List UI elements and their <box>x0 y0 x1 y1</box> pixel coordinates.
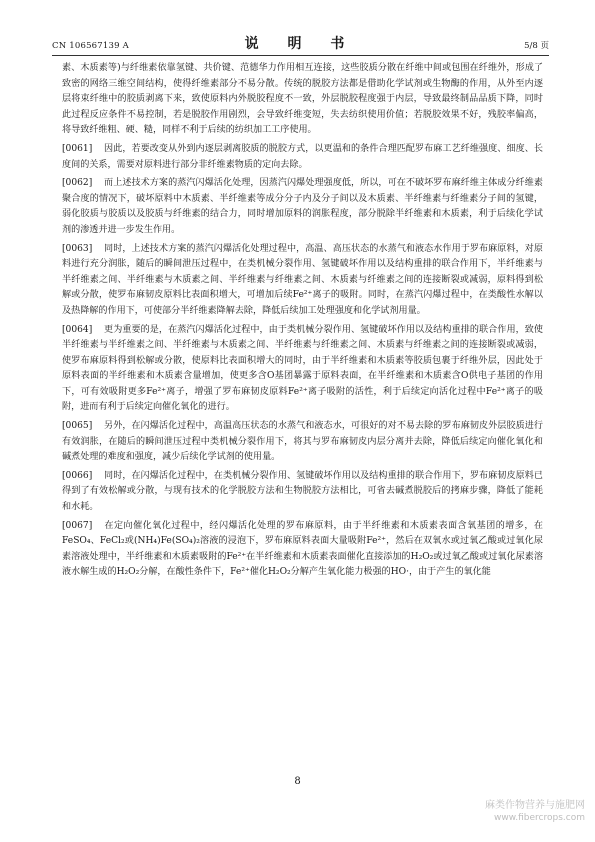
paragraph-0065 <box>62 419 543 466</box>
page-number: 8 <box>294 776 301 787</box>
patent-number: CN 106567139 A <box>52 41 129 51</box>
paragraph-tag: [0061] <box>62 143 93 154</box>
paragraph-text: 因此，若要改变从外到内逐层剥离胶质的脱胶方式，以更温和的条件合理匹配罗布麻工艺纤维强度、细度、长度间的关系，需要对原料进行部分非纤维素物质的定向去除。 <box>62 143 543 170</box>
paragraph-0062 <box>62 176 543 238</box>
paragraph-continued <box>62 61 543 139</box>
paragraph-0061 <box>62 142 543 173</box>
paragraph-tag: [0062] <box>62 178 93 189</box>
paragraph-tag: [0064] <box>62 324 93 335</box>
document-title: 说 明 书 <box>244 36 357 52</box>
paragraph-text: 素、木质素等)与纤维素依靠氢键、共价键、范德华力作用相互连接，这些胶质分散在纤维中间或包围在纤维外，形成了致密的网络三维空间结构，使得纤维素部分不易分散。传统的脱胶方法都是借助化学试剂或生物酶的作用，从外至内逐层将束纤维中的胶质剥离下来，致使原料内外脱胶程度不一致，外层脱胶程度强于内层，导致最终制品品质下降，同时此过程反应条件不易控制，若是脱胶作用剧烈，会导致纤维变短，失去纺织使用价值；若脱胶效果不好，残胶率偏高，将导致纤维粗、硬、糙，同样不利于后续的纺织加工工序使用。 <box>62 63 543 136</box>
watermark-url: www.fibercrops.com <box>494 813 585 823</box>
paragraph-0063 <box>62 242 543 320</box>
watermark <box>485 800 585 824</box>
paragraph-tag: [0066] <box>62 470 93 481</box>
paragraph-text: 而上述技术方案的蒸汽闪爆活化处理，因蒸汽闪爆处理强度低，所以，可在不破坏罗布麻纤维主体成分纤维素聚合度的情况下，破坏原料中木质素、半纤维素等成分分子内及分子间以及木质素、半纤维素与纤维素分子间的氢键，弱化胶质与胶质以及胶质与纤维素的结合力，同时增加原料的润胀程度，部分脱除半纤维素和木质素，利于后续化学试剂的渗透并进一步发生作用。 <box>62 178 543 235</box>
page-of-indicator: 5/8 页 <box>524 41 549 51</box>
paragraph-tag: [0063] <box>62 243 93 254</box>
paragraph-text: 更为重要的是，在蒸汽闪爆活化过程中，由于类机械分裂作用、氢键破坏作用以及结构重排的联合作用，致使半纤维素与半纤维素之间、半纤维素与木质素之间、半纤维素与纤维素之间、木质素与纤维素之间的连接断裂或减弱，使罗布麻原料得到松解或分散，使原料比表面积增大的同时，由于半纤维素和木质素等胶质包裹于纤维外层，因此处于原料表面的半纤维素和木质素含量增加，使更多含O基团暴露于原料表面，在半纤维素和木质素含O供电子基团的作用下，可有效吸附更多Fe²⁺离子，增强了罗布麻韧皮原料Fe²⁺离子吸附的活性，利于后续定向活化过程中Fe²⁺离子的吸附，进而有利于后续定向催化氧化的进行。 <box>62 324 543 413</box>
page-header <box>52 33 549 56</box>
paragraph-text: 同时，在闪爆活化过程中，在类机械分裂作用、氢键破坏作用以及结构重排的联合作用下，罗布麻韧皮原料已得到了有效松解或分散，与现有技术的化学脱胶方法和生物脱胶方法相比，可省去碱煮脱胶后的拷麻步骤，降低了能耗和水耗。 <box>62 470 543 513</box>
paragraph-text: 另外，在闪爆活化过程中，高温高压状态的水蒸气和液态水，可很好的对不易去除的罗布麻韧皮外层胶质进行有效润胀，在随后的瞬间泄压过程中类机械分裂作用下，将其与罗布麻韧皮内层分离并去除，降低后续定向催化氧化和碱煮处理的难度和强度，减少后续化学试剂的使用量。 <box>62 421 543 463</box>
paragraph-tag: [0067] <box>62 520 93 531</box>
paragraph-tag: [0065] <box>62 421 93 432</box>
paragraph-0067 <box>62 519 543 581</box>
paragraph-text: 同时，上述技术方案的蒸汽闪爆活化处理过程中，高温、高压状态的水蒸气和液态水作用于罗布麻原料，对原料进行充分润胀，随后的瞬间泄压过程中，在类机械分裂作用、氢键破坏作用以及结构重排的联合作用下，半纤维素与半纤维素之间、半纤维素与木质素之间、半纤维素与纤维素之间、木质素与纤维素之间的连接断裂或减弱，原料得到松解或分散，使罗布麻韧皮原料比表面积增大，可增加后续Fe²⁺离子的吸附。同时，在蒸汽闪爆过程中，在类酸性水解以及热降解的作用下，可使部分半纤维素降解去除，降低后续加工处理强度和化学试剂用量。 <box>62 243 543 316</box>
paragraph-text: 在定向催化氧化过程中，经闪爆活化处理的罗布麻原料，由于半纤维素和木质素表面含氧基团的增多，在FeSO₄、FeCl₂或(NH₄)Fe(SO₄)₂溶液的浸泡下，罗布麻原料表面大量吸附Fe²⁺，然后在双氧水或过氧乙酸或过氧化尿素溶液处理中，半纤维素和木质素吸附的Fe²⁺在半纤维素和木质素表面催化直接添加的H₂O₂或过氧乙酸或过氧化尿素溶液水解生成的H₂O₂分解，在酸性条件下，Fe²⁺催化H₂O₂分解产生氧化能力极强的HO·，由于产生的氧化能 <box>62 520 543 578</box>
watermark-site-name: 麻类作物营养与施肥网 <box>485 800 585 811</box>
paragraph-0064 <box>62 323 543 417</box>
paragraph-0066 <box>62 469 543 516</box>
document-body <box>62 61 543 584</box>
